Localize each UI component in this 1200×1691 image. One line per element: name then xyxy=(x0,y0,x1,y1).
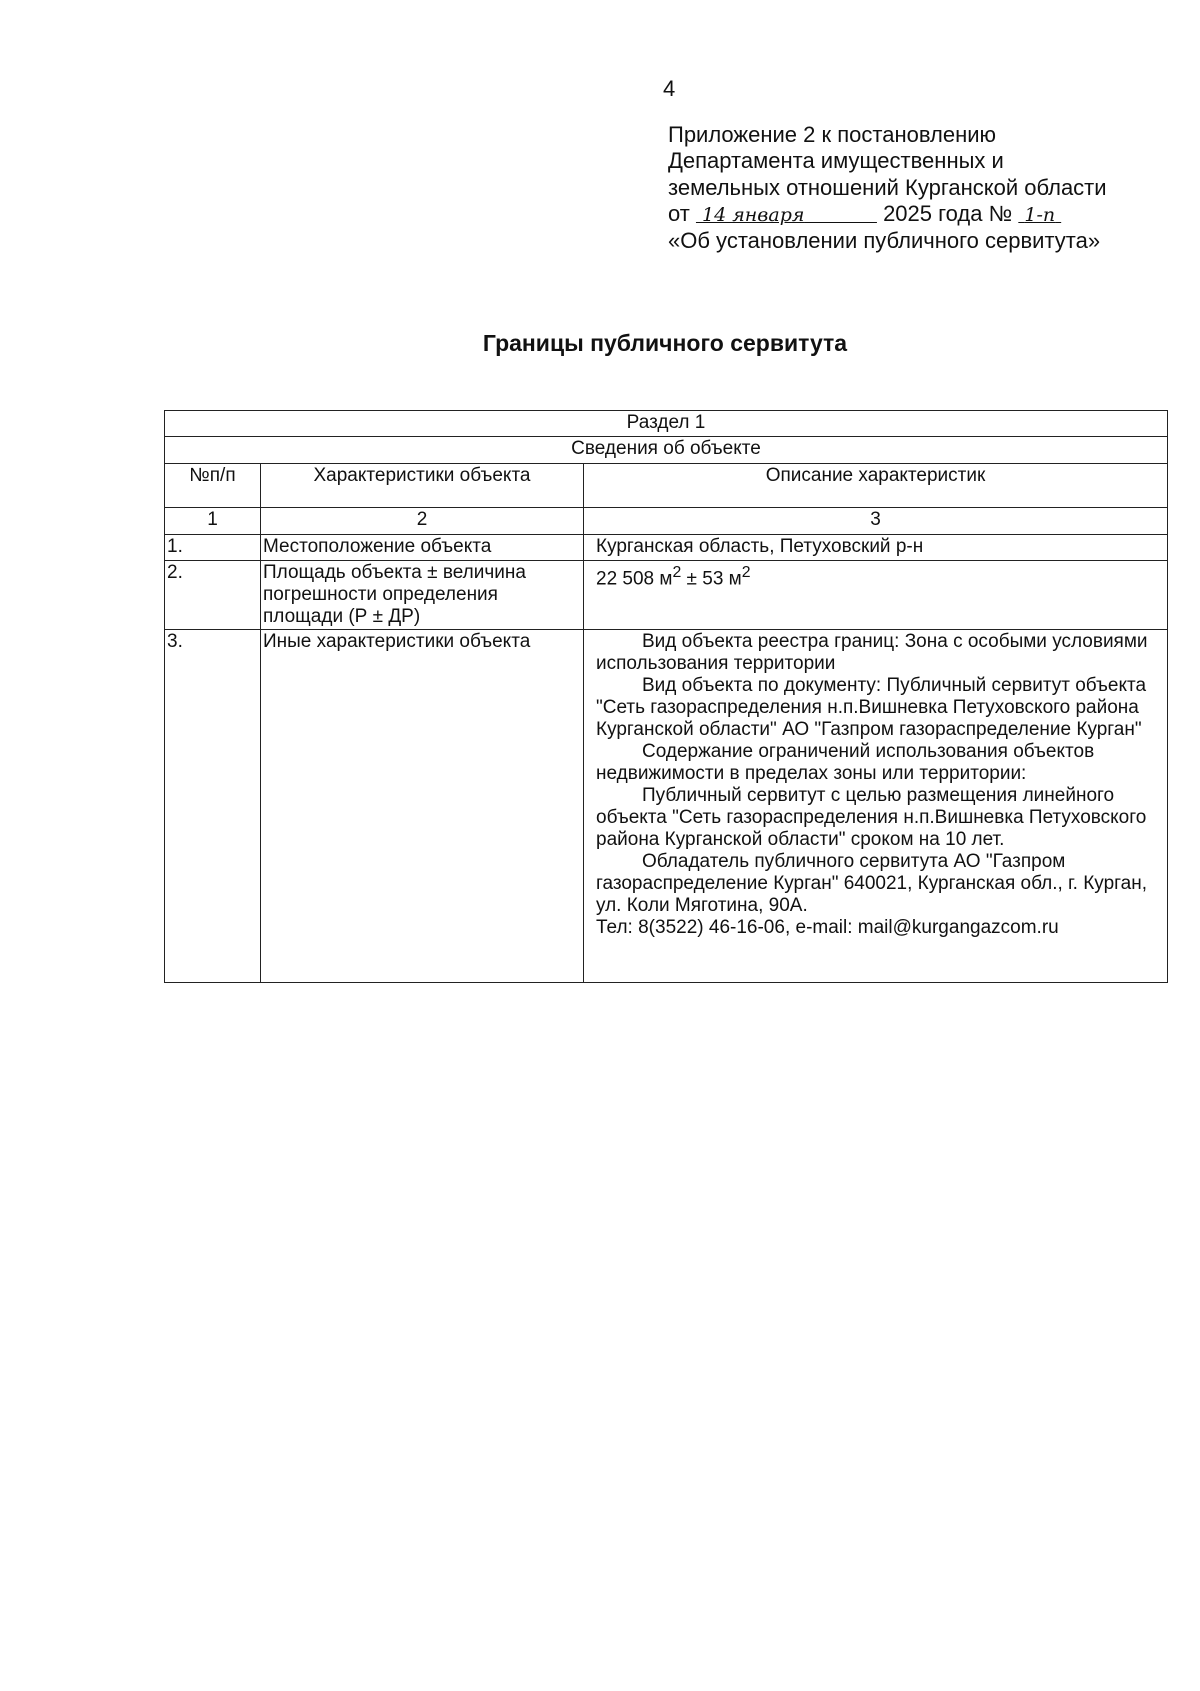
row-value xyxy=(584,630,1168,983)
paragraph: Вид объекта реестра границ: Зона с особыми условиями использования территории xyxy=(596,631,1148,674)
row-num: 1. xyxy=(165,535,261,561)
header-date-line xyxy=(668,201,1107,228)
document-title: Границы публичного сервитута xyxy=(482,330,848,356)
paragraph: Обладатель публичного сервитута АО "Газпром газораспределение Курган" 640021, Курганская обл., г. Курган, ул. Коли Мяготина, 90А. xyxy=(596,851,1147,916)
section-cell: Раздел 1 xyxy=(165,411,1168,437)
row-value: Курганская область, Петуховский р-н xyxy=(584,535,1168,561)
header-description: Описание характеристик xyxy=(584,464,1168,508)
handwritten-number: 1-п xyxy=(1024,203,1056,226)
date-prefix: от xyxy=(668,200,690,226)
row-name: Площадь объекта ± величина погрешности определения площади (Р ± ДР) xyxy=(261,561,584,630)
header-num: №п/п xyxy=(165,464,261,508)
row-num: 3. xyxy=(165,630,261,983)
paragraph: Публичный сервитут с целью размещения линейного объекта "Сеть газораспределения н.п.Вишневка Петуховского района Курганской области" сроком на 10 лет. xyxy=(596,785,1147,850)
header-line: земельных отношений Курганской области xyxy=(668,174,1107,200)
appendix-header xyxy=(668,122,1107,254)
row-name: Местоположение объекта xyxy=(261,535,584,561)
row-value: 22 508 $м^2 \pm 53$ $м^2$ xyxy=(584,561,1168,630)
col-number: 1 xyxy=(165,508,261,535)
header-line: Приложение 2 к постановлению xyxy=(668,122,997,147)
year-text: 2025 года № xyxy=(883,200,1013,226)
handwritten-date: 14 января xyxy=(702,203,805,226)
col-number: 2 xyxy=(261,508,584,535)
table-row xyxy=(165,561,1168,630)
header-name: Характеристики объекта xyxy=(261,464,584,508)
row-name: Иные характеристики объекта xyxy=(261,630,584,983)
subtitle-cell: Сведения об объекте xyxy=(165,437,1168,464)
col-number: 3 xyxy=(584,508,1168,535)
paragraph: Содержание ограничений использования объектов недвижимости в пределах зоны или территории: xyxy=(596,741,1095,784)
paragraph: Вид объекта по документу: Публичный сервитут объекта "Сеть газораспределения н.п.Вишневка Петуховского района Курганской области" АО "Газпром газораспределение Курган" xyxy=(596,675,1147,740)
contact-info: Тел: 8(3522) 46-16-06, e-mail: mail@kurgangazcom.ru xyxy=(596,917,1059,938)
object-info-table xyxy=(164,410,1168,983)
table-row xyxy=(165,535,1168,561)
header-line: «Об установлении публичного сервитута» xyxy=(668,228,1101,254)
row-num: 2. xyxy=(165,561,261,630)
table-row xyxy=(165,630,1168,983)
header-line: Департамента имущественных и xyxy=(668,148,1004,174)
page-number: 4 xyxy=(663,76,676,101)
